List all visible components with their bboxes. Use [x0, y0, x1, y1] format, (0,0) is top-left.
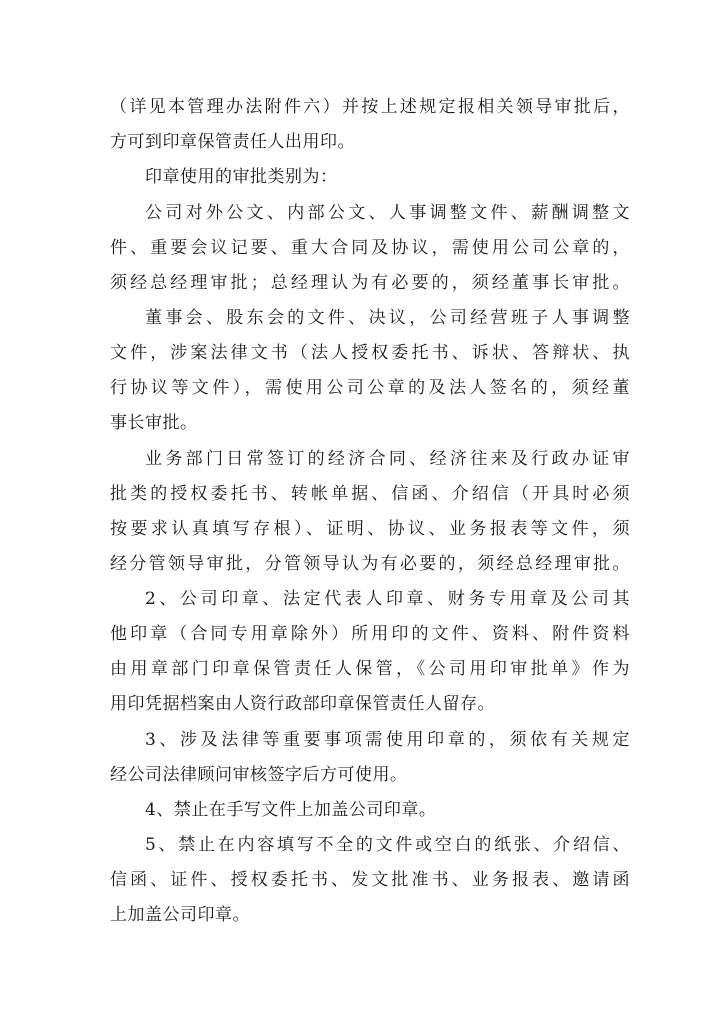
- text-line: 印章使用的审批类别为：: [145, 167, 338, 187]
- text-line: 批类的授权委托书、转帐单据、信函、介绍信（开具时必须: [110, 484, 630, 504]
- text-line: 件、重要会议记要、重大合同及协议，需使用公司公章的，: [110, 238, 630, 258]
- text-line: 由用章部门印章保管责任人保管，《公司用印审批单》作为: [110, 659, 630, 679]
- text-line: 文件，涉案法律文书（法人授权委托书、诉状、答辩状、执: [110, 343, 630, 363]
- text-line: 事长审批。: [110, 413, 198, 433]
- text-line: 5、禁止在内容填写不全的文件或空白的纸张、介绍信、: [145, 835, 630, 855]
- text-line: 上加盖公司印章。: [110, 905, 250, 925]
- text-line: 按要求认真填写存根）、证明、协议、业务报表等文件，须: [110, 519, 630, 539]
- text-line: 用印凭据档案由人资行政部印章保管责任人留存。: [110, 694, 495, 714]
- text-line: 信函、证件、授权委托书、发文批准书、业务报表、邀请函: [110, 870, 630, 890]
- text-line: 行协议等文件），需使用公司公章的及法人签名的，须经董: [110, 378, 630, 398]
- text-line: 经公司法律顾问审核签字后方可使用。: [110, 765, 408, 785]
- text-line: 业务部门日常签订的经济合同、经济往来及行政办证审: [145, 449, 630, 469]
- text-line: 经分管领导审批，分管领导认为有必要的，须经总经理审批。: [110, 554, 630, 574]
- text-line: 3、涉及法律等重要事项需使用印章的，须依有关规定: [145, 730, 630, 750]
- text-line: 须经总经理审批；总经理认为有必要的，须经董事长审批。: [110, 273, 630, 293]
- text-line: 4、禁止在手写文件上加盖公司印章。: [145, 800, 437, 820]
- text-line: 他印章（合同专用章除外）所用印的文件、资料、附件资料: [110, 624, 630, 644]
- text-line: 公司对外公文、内部公文、人事调整文件、薪酬调整文: [145, 203, 630, 223]
- text-line: （详见本管理办法附件六）并按上述规定报相关领导审批后，: [110, 97, 630, 117]
- text-line: 方可到印章保管责任人出用印。: [110, 132, 355, 152]
- text-line: 2、公司印章、法定代表人印章、财务专用章及公司其: [145, 589, 630, 609]
- text-line: 董事会、股东会的文件、决议，公司经营班子人事调整: [145, 308, 630, 328]
